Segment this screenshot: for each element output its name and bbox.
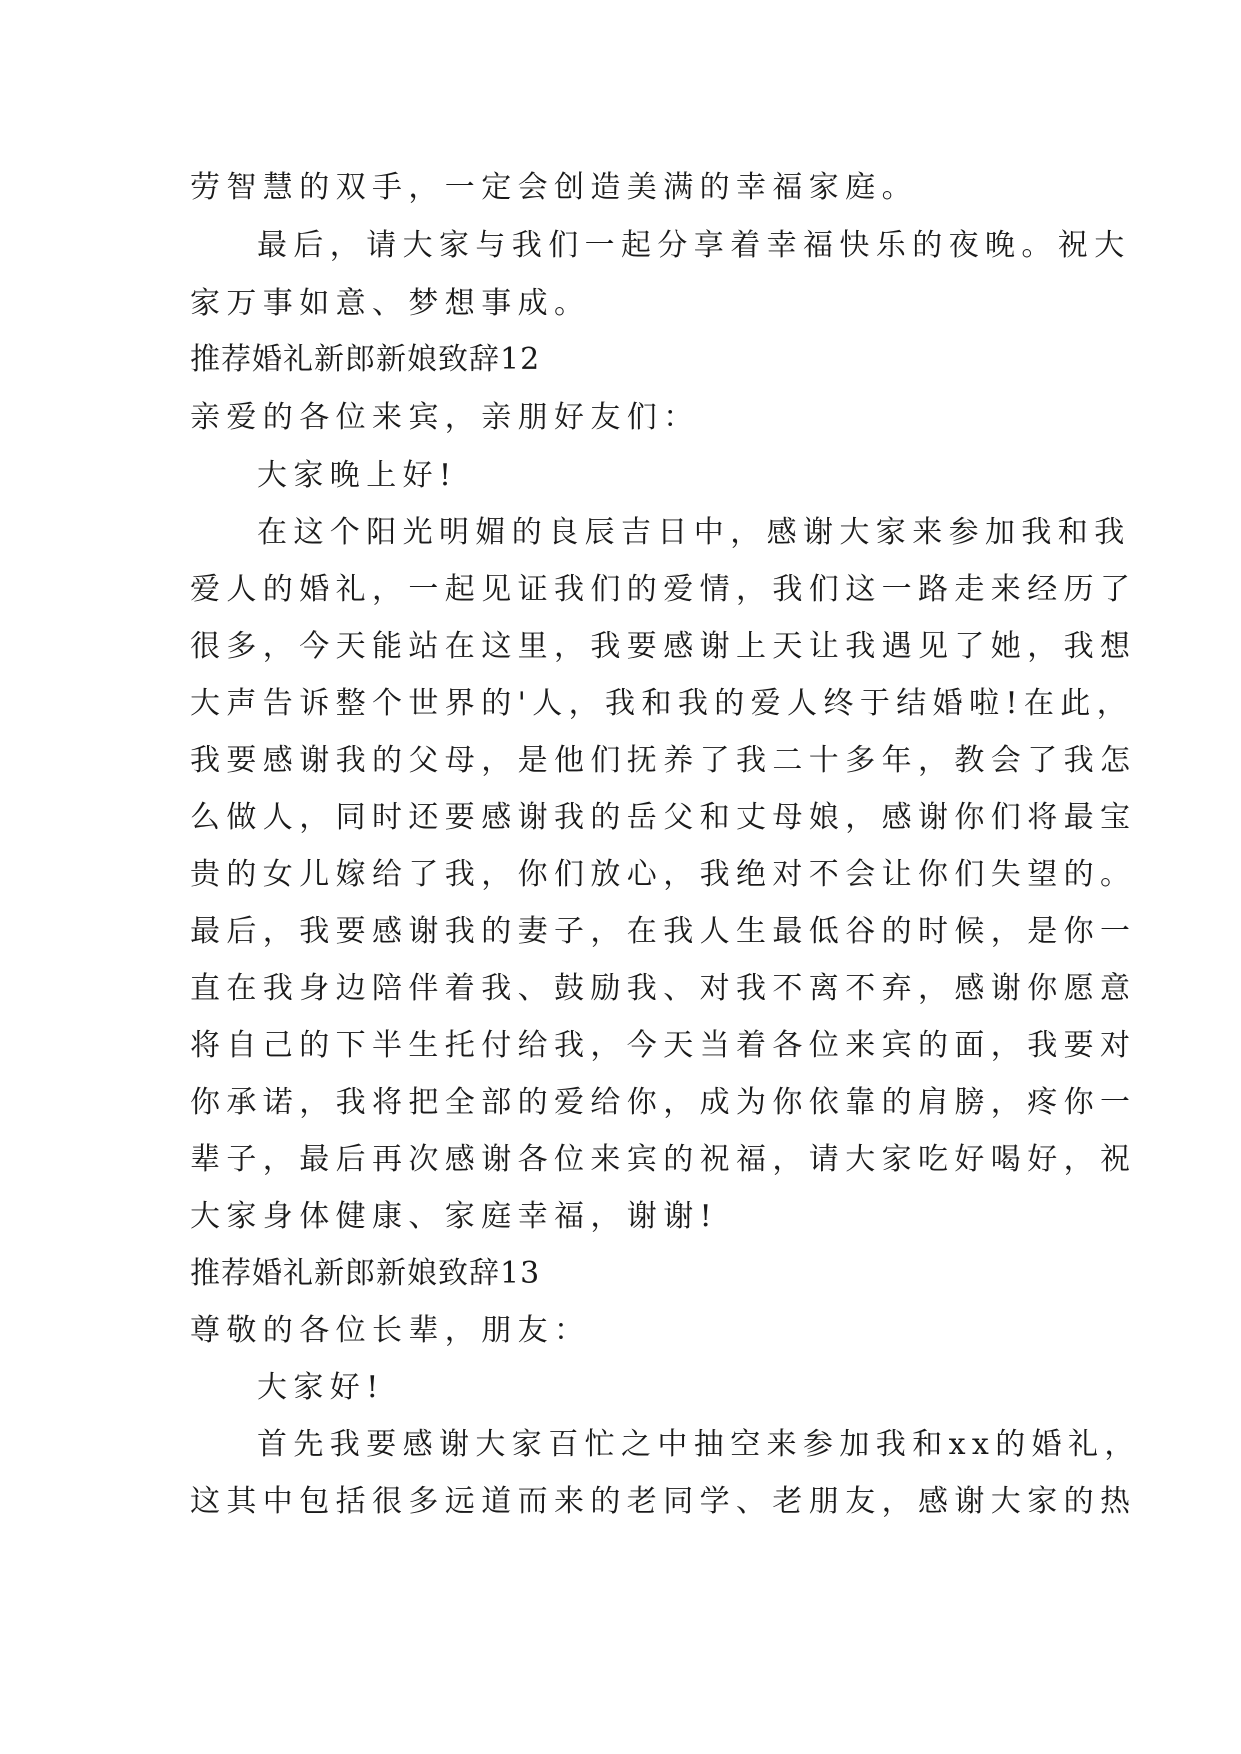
paragraph-line: 最后，我要感谢我的妻子，在我人生最低谷的时候，是你一 xyxy=(190,914,1137,949)
paragraph-line: 大声告诉整个世界的'人，我和我的爱人终于结婚啦!在此， xyxy=(190,686,1134,721)
paragraph-line: 你承诺，我将把全部的爱给你，成为你依靠的肩膀，疼你一 xyxy=(190,1085,1137,1120)
paragraph-line: 首先我要感谢大家百忙之中抽空来参加我和xx的婚礼， xyxy=(257,1427,1141,1462)
paragraph-line: 贵的女儿嫁给了我，你们放心，我绝对不会让你们失望的。 xyxy=(190,857,1137,892)
section-heading: 推荐婚礼新郎新娘致辞13 xyxy=(190,1256,541,1291)
paragraph-line: 大家身体健康、家庭幸福，谢谢! xyxy=(190,1199,719,1234)
greeting-line: 大家好! xyxy=(257,1370,385,1405)
paragraph-line: 劳智慧的双手，一定会创造美满的幸福家庭。 xyxy=(190,170,918,205)
paragraph-line: 最后，请大家与我们一起分享着幸福快乐的夜晚。祝大 xyxy=(257,228,1131,263)
paragraph-line: 家万事如意、梦想事成。 xyxy=(190,286,591,321)
paragraph-line: 这其中包括很多远道而来的老同学、老朋友，感谢大家的热 xyxy=(190,1484,1137,1519)
greeting-line: 亲爱的各位来宾，亲朋好友们： xyxy=(190,400,700,435)
greeting-line: 尊敬的各位长辈，朋友： xyxy=(190,1313,591,1348)
paragraph-line: 在这个阳光明媚的良辰吉日中，感谢大家来参加我和我 xyxy=(257,515,1131,550)
paragraph-line: 直在我身边陪伴着我、鼓励我、对我不离不弃，感谢你愿意 xyxy=(190,971,1137,1006)
paragraph-line: 将自己的下半生托付给我，今天当着各位来宾的面，我要对 xyxy=(190,1028,1137,1063)
paragraph-line: 辈子，最后再次感谢各位来宾的祝福，请大家吃好喝好，祝 xyxy=(190,1142,1137,1177)
paragraph-line: 很多，今天能站在这里，我要感谢上天让我遇见了她，我想 xyxy=(190,629,1137,664)
paragraph-line: 么做人，同时还要感谢我的岳父和丈母娘，感谢你们将最宝 xyxy=(190,800,1137,835)
paragraph-line: 爱人的婚礼，一起见证我们的爱情，我们这一路走来经历了 xyxy=(190,572,1137,607)
section-heading: 推荐婚礼新郎新娘致辞12 xyxy=(190,342,541,377)
greeting-line: 大家晚上好! xyxy=(257,458,458,493)
paragraph-line: 我要感谢我的父母，是他们抚养了我二十多年，教会了我怎 xyxy=(190,743,1137,778)
